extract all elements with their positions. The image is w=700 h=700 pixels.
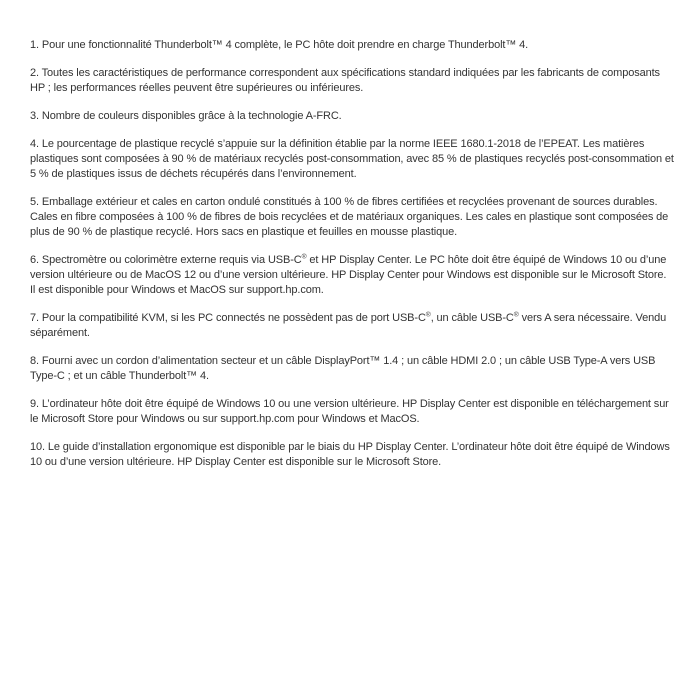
footnote-4: 4. Le pourcentage de plastique recyclé s’appuie sur la définition établie par la norme IEEE 1680.1-2018 de l’EPEAT. Les matières plastiques sont composées à 90 % de matériaux recyclés post-consommation, avec 85 % de plastiques recyclés post-consommation et 5 % de plastiques issus de déchets récupérés dans l’environnement.	[30, 138, 674, 180]
footnote-2: 2. Toutes les caractéristiques de performance correspondent aux spécifications standard indiquées par les fabricants de composants HP ; les performances réelles peuvent être supérieures ou inférieures.	[30, 67, 660, 94]
footnote-10: 10. Le guide d’installation ergonomique est disponible par le biais du HP Display Center. L’ordinateur hôte doit être équipé de Windows 10 ou d’une version ultérieure. HP Display Center est disponible sur le Microsoft Store.	[30, 441, 670, 468]
footnote-5: 5. Emballage extérieur et cales en carton ondulé constitués à 100 % de fibres certifiées et recyclées provenant de sources durables. Cales en fibre composées à 100 % de fibres de bois recyclées et de matériaux organiques. Les cales en plastique sont composées de plus de 90 % de plastique recyclé. Hors sacs en plastique et feuilles en mousse plastique.	[30, 196, 669, 238]
footnote-9: 9. L’ordinateur hôte doit être équipé de Windows 10 ou une version ultérieure. HP Display Center est disponible en téléchargement sur le Microsoft Store pour Windows ou sur support.hp.com pour Windows et MacOS.	[30, 398, 669, 425]
footnote-6: 6. Spectromètre ou colorimètre externe requis via USB-C® et HP Display Center. Le PC hôte doit être équipé de Windows 10 ou d’une version ultérieure ou de MacOS 12 ou d’une version ultérieure. HP Display Center pour Windows est disponible sur le Microsoft Store. Il est disponible pour Windows et MacOS sur support.hp.com.	[30, 253, 667, 296]
footnote-3: 3. Nombre de couleurs disponibles grâce à la technologie A-FRC.	[30, 110, 342, 122]
footnote-8: 8. Fourni avec un cordon d’alimentation secteur et un câble DisplayPort™ 1.4 ; un câble HDMI 2.0 ; un câble USB Type-A vers USB Type-C ; et un câble Thunderbolt™ 4.	[30, 355, 656, 382]
footnote-7: 7. Pour la compatibilité KVM, si les PC connectés ne possèdent pas de port USB-C®, un câble USB-C® vers A sera nécessaire. Vendu séparément.	[30, 311, 667, 339]
footnote-1: 1. Pour une fonctionnalité Thunderbolt™ 4 complète, le PC hôte doit prendre en charge Thunderbolt™ 4.	[30, 39, 529, 51]
